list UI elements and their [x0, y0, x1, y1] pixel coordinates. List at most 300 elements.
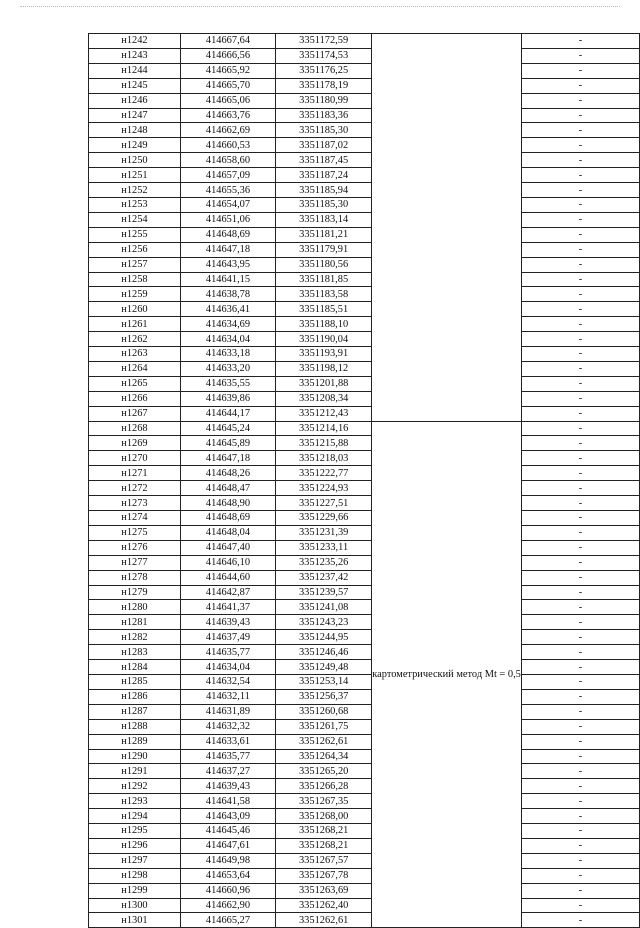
x-coordinate-cell: 414641,37 — [180, 600, 275, 615]
mark-cell: - — [521, 868, 639, 883]
mark-cell: - — [521, 34, 639, 49]
point-cell: н1265 — [89, 376, 181, 391]
x-coordinate-cell: 414634,69 — [180, 317, 275, 332]
y-coordinate-cell: 3351180,99 — [276, 93, 372, 108]
mark-cell: - — [521, 704, 639, 719]
x-coordinate-cell: 414635,55 — [180, 376, 275, 391]
x-coordinate-cell: 414667,64 — [180, 34, 275, 49]
table-row — [89, 615, 640, 630]
x-coordinate-cell: 414639,43 — [180, 779, 275, 794]
table-row — [89, 287, 640, 302]
point-cell: н1284 — [89, 660, 181, 675]
point-cell: н1282 — [89, 630, 181, 645]
table-row — [89, 436, 640, 451]
y-coordinate-cell: 3351218,03 — [276, 451, 372, 466]
point-cell: н1244 — [89, 63, 181, 78]
mark-cell: - — [521, 481, 639, 496]
x-coordinate-cell: 414649,98 — [180, 853, 275, 868]
table-row — [89, 78, 640, 93]
x-coordinate-cell: 414643,95 — [180, 257, 275, 272]
table-row — [89, 600, 640, 615]
top-dotted-line — [20, 6, 620, 8]
y-coordinate-cell: 3351215,88 — [276, 436, 372, 451]
point-cell: н1290 — [89, 749, 181, 764]
point-cell: н1297 — [89, 853, 181, 868]
point-cell: н1252 — [89, 183, 181, 198]
point-cell: н1280 — [89, 600, 181, 615]
table-row — [89, 123, 640, 138]
y-coordinate-cell: 3351183,14 — [276, 212, 372, 227]
y-coordinate-cell: 3351256,37 — [276, 689, 372, 704]
table-row — [89, 391, 640, 406]
point-cell: н1242 — [89, 34, 181, 49]
mark-cell: - — [521, 197, 639, 212]
y-coordinate-cell: 3351253,14 — [276, 674, 372, 689]
x-coordinate-cell: 414637,49 — [180, 630, 275, 645]
y-coordinate-cell: 3351265,20 — [276, 764, 372, 779]
mark-cell: - — [521, 287, 639, 302]
x-coordinate-cell: 414666,56 — [180, 48, 275, 63]
mark-cell: - — [521, 466, 639, 481]
table-row — [89, 138, 640, 153]
y-coordinate-cell: 3351187,02 — [276, 138, 372, 153]
x-coordinate-cell: 414632,11 — [180, 689, 275, 704]
y-coordinate-cell: 3351267,35 — [276, 794, 372, 809]
mark-cell: - — [521, 779, 639, 794]
x-coordinate-cell: 414648,04 — [180, 525, 275, 540]
mark-cell: - — [521, 317, 639, 332]
coordinates-table — [88, 33, 640, 928]
x-coordinate-cell: 414646,10 — [180, 555, 275, 570]
mark-cell: - — [521, 138, 639, 153]
point-cell: н1300 — [89, 898, 181, 913]
mark-cell: - — [521, 913, 639, 928]
point-cell: н1286 — [89, 689, 181, 704]
mark-cell: - — [521, 794, 639, 809]
x-coordinate-cell: 414654,07 — [180, 197, 275, 212]
y-coordinate-cell: 3351249,48 — [276, 660, 372, 675]
table-row — [89, 913, 640, 928]
point-cell: н1275 — [89, 525, 181, 540]
point-cell: н1299 — [89, 883, 181, 898]
x-coordinate-cell: 414651,06 — [180, 212, 275, 227]
table-row — [89, 809, 640, 824]
point-cell: н1277 — [89, 555, 181, 570]
table-row — [89, 749, 640, 764]
point-cell: н1274 — [89, 511, 181, 526]
y-coordinate-cell: 3351227,51 — [276, 496, 372, 511]
x-coordinate-cell: 414631,89 — [180, 704, 275, 719]
mark-cell: - — [521, 734, 639, 749]
x-coordinate-cell: 414635,77 — [180, 749, 275, 764]
y-coordinate-cell: 3351231,39 — [276, 525, 372, 540]
table-row — [89, 212, 640, 227]
x-coordinate-cell: 414647,18 — [180, 242, 275, 257]
y-coordinate-cell: 3351263,69 — [276, 883, 372, 898]
table-row — [89, 108, 640, 123]
x-coordinate-cell: 414637,27 — [180, 764, 275, 779]
point-cell: н1253 — [89, 197, 181, 212]
table-row — [89, 451, 640, 466]
y-coordinate-cell: 3351181,21 — [276, 227, 372, 242]
x-coordinate-cell: 414645,89 — [180, 436, 275, 451]
mark-cell: - — [521, 436, 639, 451]
x-coordinate-cell: 414655,36 — [180, 183, 275, 198]
point-cell: н1278 — [89, 570, 181, 585]
x-coordinate-cell: 414647,18 — [180, 451, 275, 466]
x-coordinate-cell: 414648,69 — [180, 227, 275, 242]
y-coordinate-cell: 3351185,30 — [276, 123, 372, 138]
y-coordinate-cell: 3351268,00 — [276, 809, 372, 824]
table-row — [89, 779, 640, 794]
point-cell: н1266 — [89, 391, 181, 406]
point-cell: н1291 — [89, 764, 181, 779]
x-coordinate-cell: 414648,69 — [180, 511, 275, 526]
y-coordinate-cell: 3351176,25 — [276, 63, 372, 78]
point-cell: н1268 — [89, 421, 181, 436]
y-coordinate-cell: 3351212,43 — [276, 406, 372, 421]
mark-cell: - — [521, 674, 639, 689]
table-row — [89, 794, 640, 809]
x-coordinate-cell: 414643,09 — [180, 809, 275, 824]
table-row — [89, 332, 640, 347]
point-cell: н1256 — [89, 242, 181, 257]
table-row — [89, 868, 640, 883]
mark-cell: - — [521, 749, 639, 764]
x-coordinate-cell: 414648,90 — [180, 496, 275, 511]
table-row — [89, 361, 640, 376]
table-row — [89, 302, 640, 317]
point-cell: н1269 — [89, 436, 181, 451]
point-cell: н1283 — [89, 645, 181, 660]
point-cell: н1276 — [89, 540, 181, 555]
table-row — [89, 540, 640, 555]
x-coordinate-cell: 414639,86 — [180, 391, 275, 406]
y-coordinate-cell: 3351267,57 — [276, 853, 372, 868]
table-row — [89, 317, 640, 332]
mark-cell: - — [521, 555, 639, 570]
mark-cell: - — [521, 212, 639, 227]
y-coordinate-cell: 3351190,04 — [276, 332, 372, 347]
x-coordinate-cell: 414632,32 — [180, 719, 275, 734]
mark-cell: - — [521, 406, 639, 421]
table-row — [89, 525, 640, 540]
mark-cell: - — [521, 645, 639, 660]
mark-cell: - — [521, 630, 639, 645]
point-cell: н1245 — [89, 78, 181, 93]
table-row — [89, 689, 640, 704]
y-coordinate-cell: 3351237,42 — [276, 570, 372, 585]
table-row — [89, 630, 640, 645]
table-row — [89, 496, 640, 511]
y-coordinate-cell: 3351233,11 — [276, 540, 372, 555]
mark-cell: - — [521, 585, 639, 600]
x-coordinate-cell: 414635,77 — [180, 645, 275, 660]
y-coordinate-cell: 3351268,21 — [276, 838, 372, 853]
point-cell: н1267 — [89, 406, 181, 421]
x-coordinate-cell: 414662,90 — [180, 898, 275, 913]
x-coordinate-cell: 414647,40 — [180, 540, 275, 555]
y-coordinate-cell: 3351260,68 — [276, 704, 372, 719]
mark-cell: - — [521, 257, 639, 272]
table-row — [89, 376, 640, 391]
table-row — [89, 719, 640, 734]
y-coordinate-cell: 3351180,56 — [276, 257, 372, 272]
y-coordinate-cell: 3351235,26 — [276, 555, 372, 570]
x-coordinate-cell: 414633,20 — [180, 361, 275, 376]
y-coordinate-cell: 3351178,19 — [276, 78, 372, 93]
x-coordinate-cell: 414641,15 — [180, 272, 275, 287]
x-coordinate-cell: 414663,76 — [180, 108, 275, 123]
y-coordinate-cell: 3351244,95 — [276, 630, 372, 645]
y-coordinate-cell: 3351229,66 — [276, 511, 372, 526]
table-row — [89, 272, 640, 287]
table-row — [89, 242, 640, 257]
mark-cell: - — [521, 511, 639, 526]
point-cell: н1262 — [89, 332, 181, 347]
y-coordinate-cell: 3351214,16 — [276, 421, 372, 436]
y-coordinate-cell: 3351179,91 — [276, 242, 372, 257]
mark-cell: - — [521, 78, 639, 93]
x-coordinate-cell: 414645,46 — [180, 824, 275, 839]
mark-cell: - — [521, 168, 639, 183]
y-coordinate-cell: 3351262,40 — [276, 898, 372, 913]
point-cell: н1298 — [89, 868, 181, 883]
y-coordinate-cell: 3351222,77 — [276, 466, 372, 481]
mark-cell: - — [521, 421, 639, 436]
table-row — [89, 197, 640, 212]
y-coordinate-cell: 3351261,75 — [276, 719, 372, 734]
table-row — [89, 511, 640, 526]
y-coordinate-cell: 3351266,28 — [276, 779, 372, 794]
table-row — [89, 93, 640, 108]
table-row — [89, 257, 640, 272]
mark-cell: - — [521, 302, 639, 317]
y-coordinate-cell: 3351174,53 — [276, 48, 372, 63]
point-cell: н1246 — [89, 93, 181, 108]
y-coordinate-cell: 3351264,34 — [276, 749, 372, 764]
x-coordinate-cell: 414639,43 — [180, 615, 275, 630]
table-row — [89, 838, 640, 853]
point-cell: н1248 — [89, 123, 181, 138]
y-coordinate-cell: 3351183,58 — [276, 287, 372, 302]
mark-cell: - — [521, 391, 639, 406]
mark-cell: - — [521, 838, 639, 853]
point-cell: н1279 — [89, 585, 181, 600]
x-coordinate-cell: 414645,24 — [180, 421, 275, 436]
mark-cell: - — [521, 227, 639, 242]
point-cell: н1281 — [89, 615, 181, 630]
mark-cell: - — [521, 615, 639, 630]
x-coordinate-cell: 414648,26 — [180, 466, 275, 481]
table-row — [89, 183, 640, 198]
mark-cell: - — [521, 183, 639, 198]
point-cell: н1264 — [89, 361, 181, 376]
coordinates-table-body — [89, 34, 640, 928]
y-coordinate-cell: 3351193,91 — [276, 347, 372, 362]
y-coordinate-cell: 3351181,85 — [276, 272, 372, 287]
x-coordinate-cell: 414636,41 — [180, 302, 275, 317]
table-row — [89, 660, 640, 675]
point-cell: н1260 — [89, 302, 181, 317]
x-coordinate-cell: 414665,06 — [180, 93, 275, 108]
mark-cell: - — [521, 451, 639, 466]
mark-cell: - — [521, 853, 639, 868]
table-row — [89, 48, 640, 63]
point-cell: н1288 — [89, 719, 181, 734]
y-coordinate-cell: 3351183,36 — [276, 108, 372, 123]
x-coordinate-cell: 414647,61 — [180, 838, 275, 853]
table-row — [89, 466, 640, 481]
point-cell: н1270 — [89, 451, 181, 466]
point-cell: н1243 — [89, 48, 181, 63]
point-cell: н1255 — [89, 227, 181, 242]
x-coordinate-cell: 414638,78 — [180, 287, 275, 302]
y-coordinate-cell: 3351267,78 — [276, 868, 372, 883]
y-coordinate-cell: 3351201,88 — [276, 376, 372, 391]
y-coordinate-cell: 3351262,61 — [276, 913, 372, 928]
y-coordinate-cell: 3351224,93 — [276, 481, 372, 496]
table-row — [89, 674, 640, 689]
point-cell: н1263 — [89, 347, 181, 362]
mark-cell: - — [521, 540, 639, 555]
x-coordinate-cell: 414657,09 — [180, 168, 275, 183]
x-coordinate-cell: 414665,92 — [180, 63, 275, 78]
y-coordinate-cell: 3351172,59 — [276, 34, 372, 49]
table-row — [89, 585, 640, 600]
x-coordinate-cell: 414634,04 — [180, 660, 275, 675]
mark-cell: - — [521, 153, 639, 168]
point-cell: н1249 — [89, 138, 181, 153]
y-coordinate-cell: 3351185,94 — [276, 183, 372, 198]
point-cell: н1295 — [89, 824, 181, 839]
table-row — [89, 406, 640, 421]
mark-cell: - — [521, 332, 639, 347]
point-cell: н1289 — [89, 734, 181, 749]
y-coordinate-cell: 3351185,51 — [276, 302, 372, 317]
table-row — [89, 34, 640, 49]
mark-cell: - — [521, 347, 639, 362]
x-coordinate-cell: 414653,64 — [180, 868, 275, 883]
x-coordinate-cell: 414644,17 — [180, 406, 275, 421]
table-row — [89, 645, 640, 660]
y-coordinate-cell: 3351243,23 — [276, 615, 372, 630]
x-coordinate-cell: 414632,54 — [180, 674, 275, 689]
y-coordinate-cell: 3351198,12 — [276, 361, 372, 376]
method-cell-group-2: картометрический метод Mt = 0,5 — [372, 421, 522, 928]
point-cell: н1294 — [89, 809, 181, 824]
y-coordinate-cell: 3351262,61 — [276, 734, 372, 749]
point-cell: н1292 — [89, 779, 181, 794]
x-coordinate-cell: 414665,70 — [180, 78, 275, 93]
x-coordinate-cell: 414633,18 — [180, 347, 275, 362]
mark-cell: - — [521, 660, 639, 675]
table-row — [89, 883, 640, 898]
point-cell: н1285 — [89, 674, 181, 689]
table-row — [89, 347, 640, 362]
mark-cell: - — [521, 898, 639, 913]
mark-cell: - — [521, 272, 639, 287]
mark-cell: - — [521, 93, 639, 108]
x-coordinate-cell: 414648,47 — [180, 481, 275, 496]
y-coordinate-cell: 3351187,45 — [276, 153, 372, 168]
x-coordinate-cell: 414633,61 — [180, 734, 275, 749]
mark-cell: - — [521, 376, 639, 391]
mark-cell: - — [521, 242, 639, 257]
mark-cell: - — [521, 764, 639, 779]
point-cell: н1259 — [89, 287, 181, 302]
point-cell: н1258 — [89, 272, 181, 287]
point-cell: н1296 — [89, 838, 181, 853]
mark-cell: - — [521, 496, 639, 511]
point-cell: н1273 — [89, 496, 181, 511]
table-row — [89, 853, 640, 868]
table-row — [89, 63, 640, 78]
mark-cell: - — [521, 689, 639, 704]
point-cell: н1251 — [89, 168, 181, 183]
y-coordinate-cell: 3351239,57 — [276, 585, 372, 600]
point-cell: н1287 — [89, 704, 181, 719]
x-coordinate-cell: 414662,69 — [180, 123, 275, 138]
point-cell: н1250 — [89, 153, 181, 168]
x-coordinate-cell: 414642,87 — [180, 585, 275, 600]
mark-cell: - — [521, 824, 639, 839]
x-coordinate-cell: 414665,27 — [180, 913, 275, 928]
point-cell: н1261 — [89, 317, 181, 332]
mark-cell: - — [521, 809, 639, 824]
y-coordinate-cell: 3351268,21 — [276, 824, 372, 839]
mark-cell: - — [521, 719, 639, 734]
table-row — [89, 734, 640, 749]
table-row — [89, 764, 640, 779]
point-cell: н1272 — [89, 481, 181, 496]
point-cell: н1301 — [89, 913, 181, 928]
x-coordinate-cell: 414660,53 — [180, 138, 275, 153]
x-coordinate-cell: 414658,60 — [180, 153, 275, 168]
mark-cell: - — [521, 525, 639, 540]
mark-cell: - — [521, 883, 639, 898]
table-row — [89, 824, 640, 839]
x-coordinate-cell: 414644,60 — [180, 570, 275, 585]
point-cell: н1247 — [89, 108, 181, 123]
mark-cell: - — [521, 570, 639, 585]
point-cell: н1293 — [89, 794, 181, 809]
method-cell-group-1 — [372, 34, 522, 422]
table-row — [89, 898, 640, 913]
table-row — [89, 153, 640, 168]
table-row — [89, 421, 640, 436]
mark-cell: - — [521, 123, 639, 138]
x-coordinate-cell: 414634,04 — [180, 332, 275, 347]
x-coordinate-cell: 414660,96 — [180, 883, 275, 898]
y-coordinate-cell: 3351187,24 — [276, 168, 372, 183]
y-coordinate-cell: 3351188,10 — [276, 317, 372, 332]
point-cell: н1271 — [89, 466, 181, 481]
mark-cell: - — [521, 600, 639, 615]
table-row — [89, 481, 640, 496]
y-coordinate-cell: 3351246,46 — [276, 645, 372, 660]
table-row — [89, 704, 640, 719]
y-coordinate-cell: 3351208,34 — [276, 391, 372, 406]
mark-cell: - — [521, 63, 639, 78]
table-row — [89, 227, 640, 242]
mark-cell: - — [521, 48, 639, 63]
table-row — [89, 168, 640, 183]
y-coordinate-cell: 3351185,30 — [276, 197, 372, 212]
table-row — [89, 555, 640, 570]
mark-cell: - — [521, 361, 639, 376]
x-coordinate-cell: 414641,58 — [180, 794, 275, 809]
